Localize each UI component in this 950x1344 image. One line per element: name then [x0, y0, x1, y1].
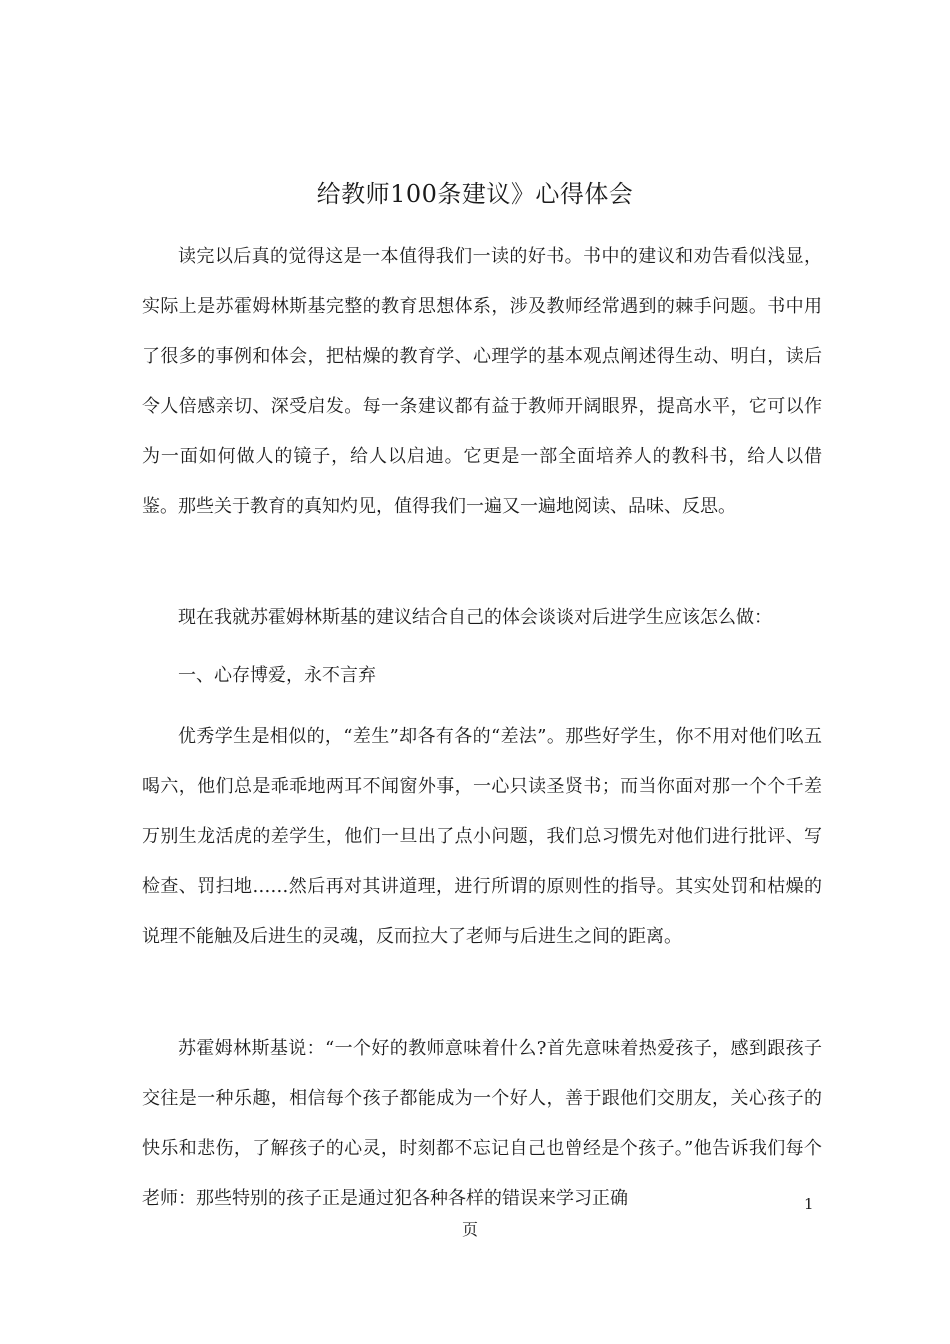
- paragraph-lead-in: [142, 593, 822, 643]
- section-heading-text: 一、心存博爱，永不言弃: [178, 665, 376, 686]
- paragraph-quote: [142, 1024, 822, 1224]
- paragraph-students: [142, 712, 822, 962]
- paragraph-text: 苏霍姆林斯基说：“一个好的教师意味着什么?首先意味着热爱孩子，感到跟孩子交往是一种乐趣，相信每个孩子都能成为一个好人，善于跟他们交朋友，关心孩子的快乐和悲伤，了解孩子的心灵，时刻都不忘记自己也曾经是个孩子。”他告诉我们每个老师：那些特别的孩子正是通过犯各种各样的错误来学习正确: [142, 1038, 822, 1209]
- section-heading: [142, 651, 822, 701]
- paragraph-text: 现在我就苏霍姆林斯基的建议结合自己的体会谈谈对后进学生应该怎么做：: [178, 607, 772, 628]
- page-number: 1: [804, 1195, 814, 1213]
- paragraph-intro: [142, 232, 822, 532]
- paragraph-text: 读完以后真的觉得这是一本值得我们一读的好书。书中的建议和劝告看似浅显，实际上是苏霍姆林斯基完整的教育思想体系，涉及教师经常遇到的棘手问题。书中用了很多的事例和体会，把枯燥的教育学、心理学的基本观点阐述得生动、明白，读后令人倍感亲切、深受启发。每一条建议都有益于教师开阔眼界，提高水平，它可以作为一面如何做人的镜子，给人以启迪。它更是一部全面培养人的教科书，给人以借鉴。那些关于教育的真知灼见，值得我们一遍又一遍地阅读、品味、反思。: [142, 246, 822, 517]
- paragraph-text: 优秀学生是相似的，“差生”却各有各的“差法”。那些好学生，你不用对他们吆五喝六，他们总是乖乖地两耳不闻窗外事，一心只读圣贤书；而当你面对那一个个千差万别生龙活虎的差学生，他们一旦出了点小问题，我们总习惯先对他们进行批评、写检查、罚扫地……然后再对其讲道理，进行所谓的原则性的指导。其实处罚和枯燥的说理不能触及后进生的灵魂，反而拉大了老师与后进生之间的距离。: [142, 726, 822, 947]
- page-unit-label: 页: [462, 1220, 479, 1239]
- document-title: 给教师100条建议》心得体会: [316, 180, 634, 208]
